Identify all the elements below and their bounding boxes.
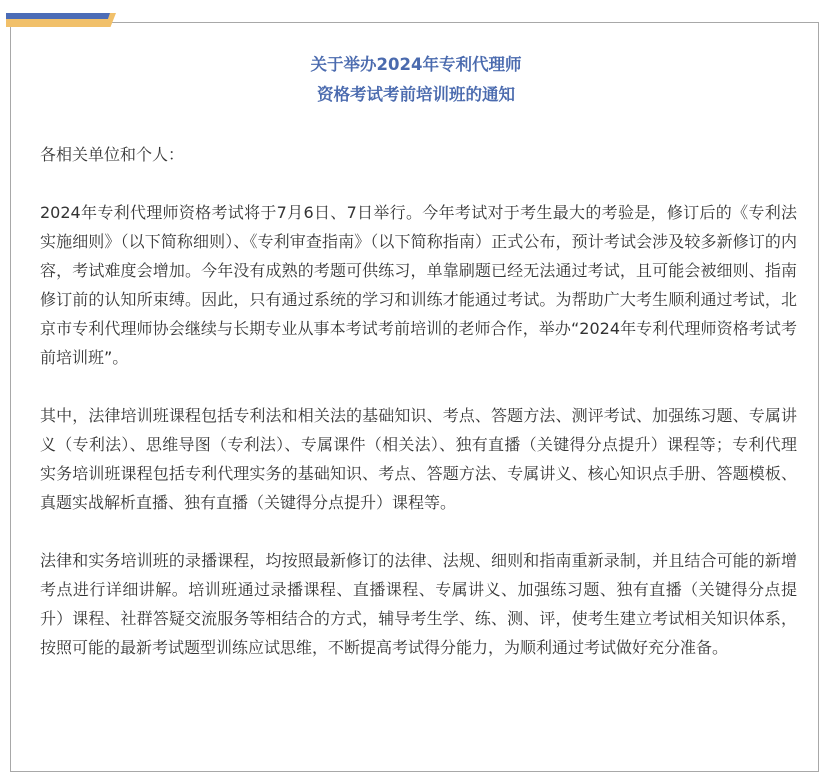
corner-decoration-accent (6, 13, 110, 19)
title-line-1: 关于举办2024年专利代理师 (310, 55, 522, 74)
title-line-2: 资格考试考前培训班的通知 (317, 85, 515, 104)
salutation: 各相关单位和个人： (40, 145, 185, 164)
paragraph-teaching-method: 法律和实务培训班的录播课程，均按照最新修订的法律、法规、细则和指南重新录制，并且结合可能的新增考点进行详细讲解。培训班通过录播课程、直播课程、专属讲义、加强练习题、独有直播（关键得分点提升）课程、社群答疑交流服务等相结合的方式，辅导考生学、练、测、评，使考生建立考试相关知识体系，按照可能的最新考试题型训练应试思维，不断提高考试得分能力，为顺利通过考试做好充分准备。 (40, 551, 797, 657)
notice-body (40, 140, 797, 691)
notice-title (0, 50, 832, 110)
paragraph-exam-info: 2024年专利代理师资格考试将于7月6日、7日举行。今年考试对于考生最大的考验是，修订后的《专利法实施细则》（以下简称细则）、《专利审查指南》（以下简称指南）正式公布，预计考试会涉及较多新修订的内容，考试难度会增加。今年没有成熟的考题可供练习，单靠刷题已经无法通过考试，且可能会被细则、指南修订前的认知所束缚。因此，只有通过系统的学习和训练才能通过考试。为帮助广大考生顺利通过考试，北京市专利代理师协会继续与长期专业从事本考试考前培训的老师合作，举办“2024年专利代理师资格考试考前培训班”。 (40, 203, 797, 367)
paragraph-course-content: 其中，法律培训班课程包括专利法和相关法的基础知识、考点、答题方法、测评考试、加强练习题、专属讲义（专利法）、思维导图（专利法）、专属课件（相关法）、独有直播（关键得分点提升）课程等；专利代理实务培训班课程包括专利代理实务的基础知识、考点、答题方法、专属讲义、核心知识点手册、答题模板、真题实战解析直播、独有直播（关键得分点提升）课程等。 (40, 406, 797, 512)
